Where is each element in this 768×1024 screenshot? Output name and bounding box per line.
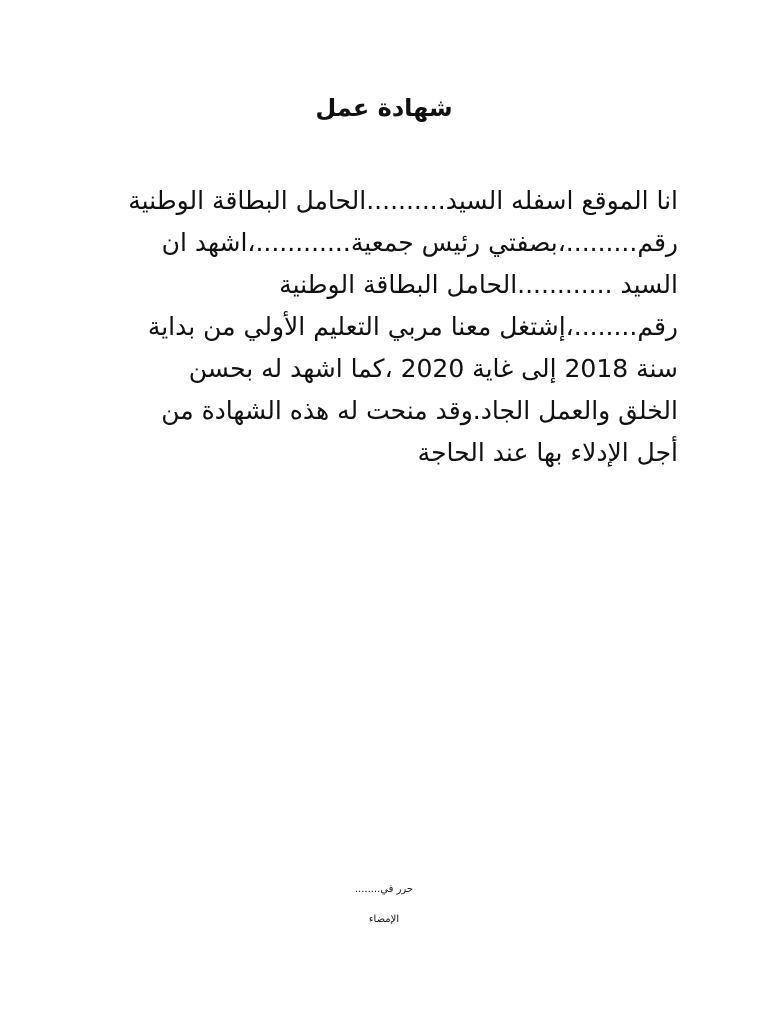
body-line: السيد ............الحامل البطاقة الوطنية [279,270,678,299]
certificate-body [88,180,678,474]
body-line: انا الموقع اسفله السيد..........الحامل البطاقة الوطنية [128,186,678,215]
body-line: سنة 2018 إلى غاية 2020 ،كما اشهد له بحسن [188,354,678,383]
body-line: رقم.........،بصفتي رئيس جمعية............،اشهد ان [161,228,678,257]
body-line: أجل الإدلاء بها عند الحاجة [417,438,678,467]
body-line: الخلق والعمل الجاد.وقد منحت له هذه الشهادة من [161,396,678,425]
body-line: رقم........،إشتغل معنا مربي التعليم الأولي من بداية [147,312,678,341]
signature-label: الإمضاء [368,914,400,925]
document-title: شهادة عمل [315,94,453,122]
place-of-issue: حرر في........ [354,884,414,895]
